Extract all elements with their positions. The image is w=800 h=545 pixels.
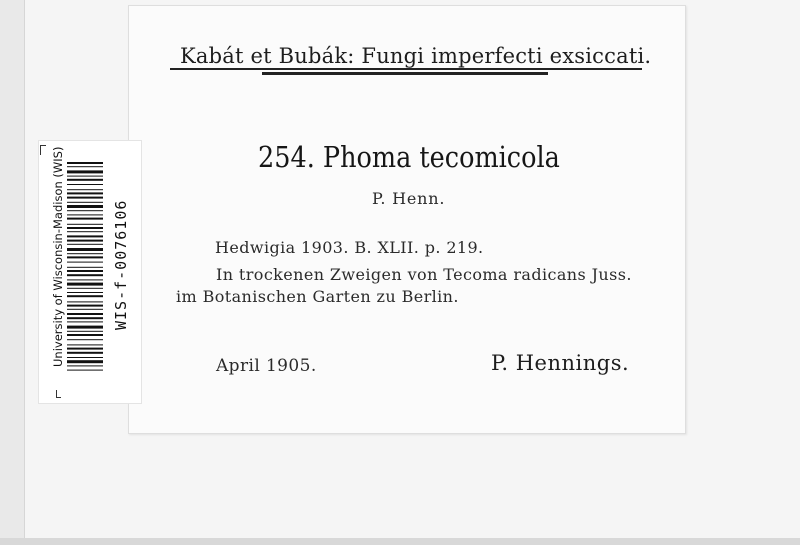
- barcode-number: WIS-f-0076106: [112, 199, 130, 330]
- species-name: 254. Phoma tecomicola: [258, 140, 560, 174]
- habitat-line-2: im Botanischen Garten zu Berlin.: [176, 287, 459, 306]
- barcode-bar: [67, 274, 103, 276]
- barcode-bar: [67, 231, 103, 232]
- barcode-bar: [67, 331, 103, 332]
- habitat-line-1: In trockenen Zweigen von Tecoma radicans Juss.: [216, 265, 632, 284]
- barcode-bar: [67, 184, 103, 185]
- barcode-bar: [67, 170, 103, 173]
- barcode-bar: [67, 248, 103, 251]
- barcode-bar: [67, 357, 103, 358]
- barcode-bar: [67, 348, 103, 350]
- sheet-edge: [0, 538, 800, 545]
- barcode-bar: [67, 317, 103, 319]
- barcode-bar: [67, 288, 103, 289]
- barcode-icon: [67, 162, 103, 372]
- series-title: Kabát et Bubák: Fungi imperfecti exsiccati.: [180, 44, 652, 68]
- barcode-bar: [67, 227, 103, 229]
- barcode-bar: [67, 305, 103, 307]
- barcode-bar: [67, 202, 103, 203]
- barcode-bar: [67, 339, 103, 340]
- barcode-bar: [67, 240, 103, 242]
- corner-mark: [56, 397, 61, 398]
- barcode-bar: [67, 162, 103, 164]
- publication-reference: Hedwigia 1903. B. XLII. p. 219.: [215, 238, 484, 257]
- barcode-bar: [67, 295, 103, 297]
- barcode-bar: [67, 205, 103, 208]
- barcode-bar: [67, 210, 103, 211]
- barcode-bar: [67, 292, 103, 293]
- barcode-bar: [67, 370, 103, 371]
- barcode-bar: [67, 253, 103, 254]
- barcode-bar: [67, 224, 103, 225]
- barcode-bar: [67, 309, 103, 310]
- barcode-bar: [67, 214, 103, 215]
- barcode-bar: [67, 313, 103, 315]
- barcode-bar: [67, 360, 103, 363]
- collection-date: April 1905.: [216, 356, 317, 376]
- barcode-bar: [67, 283, 103, 286]
- barcode-bar: [67, 166, 103, 167]
- barcode-bar: [67, 256, 103, 258]
- title-rule-thick: [262, 72, 548, 75]
- barcode-bar: [67, 267, 103, 268]
- corner-mark: [40, 145, 41, 155]
- barcode-bar: [67, 352, 103, 354]
- barcode-bar: [67, 179, 103, 181]
- barcode-bar: [67, 301, 103, 302]
- barcode-bar: [67, 176, 103, 177]
- barcode-bar: [67, 344, 103, 345]
- barcode-bar: [67, 189, 103, 190]
- species-author: P. Henn.: [372, 189, 446, 208]
- barcode-bar: [67, 321, 103, 322]
- barcode-bar: [67, 365, 103, 366]
- barcode-bar: [67, 218, 103, 220]
- barcode-bar: [67, 262, 103, 263]
- barcode-bar: [67, 235, 103, 237]
- title-rule: [170, 68, 642, 70]
- barcode-bar: [67, 334, 103, 336]
- barcode-bar: [67, 326, 103, 329]
- collector-name: P. Hennings.: [491, 351, 630, 375]
- corner-mark: [40, 145, 46, 146]
- barcode-bar: [67, 279, 103, 280]
- barcode-bar: [67, 197, 103, 199]
- barcode-institution: University of Wisconsin-Madison (WIS): [51, 146, 65, 367]
- barcode-bar: [67, 192, 103, 194]
- barcode-bar: [67, 270, 103, 272]
- barcode-bar: [67, 244, 103, 245]
